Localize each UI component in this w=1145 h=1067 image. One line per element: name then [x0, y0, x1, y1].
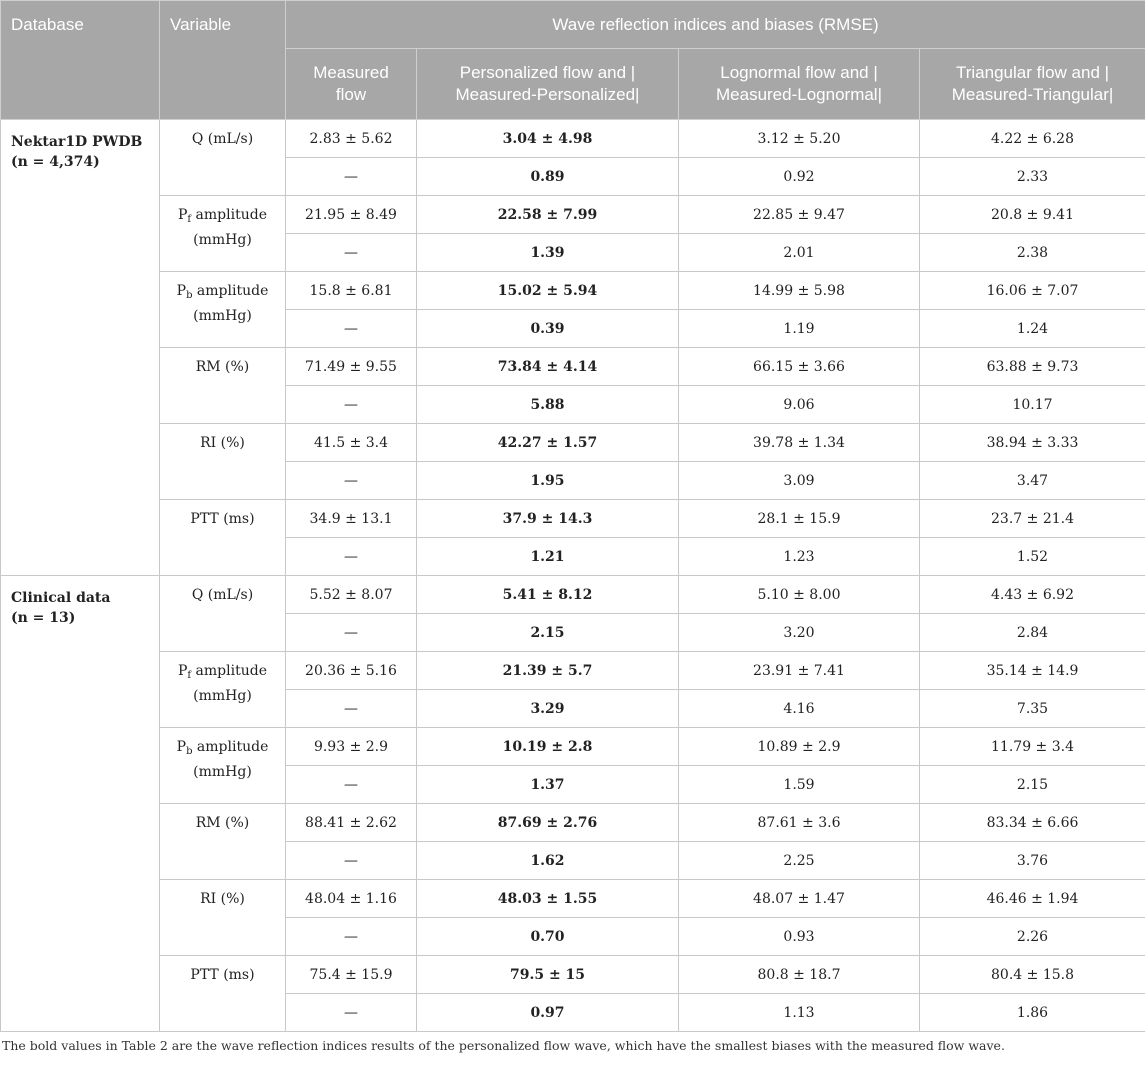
variable-cell: Q (mL/s)	[160, 576, 286, 652]
header-triangular-flow: Triangular flow and | Measured-Triangular|	[920, 49, 1145, 120]
header-group-title: Wave reflection indices and biases (RMSE)	[286, 1, 1145, 49]
variable-cell: PTT (ms)	[160, 500, 286, 576]
table-header	[1, 1, 1145, 120]
header-personalized-flow: Personalized flow and | Measured-Personalized|	[417, 49, 679, 120]
value-cell: 48.07 ± 1.47	[679, 880, 920, 918]
header-variable: Variable	[160, 1, 286, 120]
bias-cell: —	[286, 842, 417, 880]
bias-cell: —	[286, 918, 417, 956]
value-cell: 48.03 ± 1.55	[417, 880, 679, 918]
variable-cell: $P_f$ amplitude (mmHg)	[160, 652, 286, 728]
table-row	[1, 272, 1145, 310]
value-cell: 11.79 ± 3.4	[920, 728, 1145, 766]
bias-cell: 1.13	[679, 994, 920, 1032]
bias-cell: —	[286, 690, 417, 728]
table-row	[1, 652, 1145, 690]
bias-cell: 5.88	[417, 386, 679, 424]
value-cell: 80.4 ± 15.8	[920, 956, 1145, 994]
bias-cell: 0.92	[679, 158, 920, 196]
bias-cell: —	[286, 234, 417, 272]
value-cell: 4.43 ± 6.92	[920, 576, 1145, 614]
bias-cell: 4.16	[679, 690, 920, 728]
value-cell: 23.91 ± 7.41	[679, 652, 920, 690]
value-cell: 48.04 ± 1.16	[286, 880, 417, 918]
value-cell: 5.41 ± 8.12	[417, 576, 679, 614]
bias-cell: 2.01	[679, 234, 920, 272]
variable-cell: $P_f$ amplitude (mmHg)	[160, 196, 286, 272]
bias-cell: —	[286, 538, 417, 576]
bias-cell: 1.52	[920, 538, 1145, 576]
value-cell: 63.88 ± 9.73	[920, 348, 1145, 386]
value-cell: 75.4 ± 15.9	[286, 956, 417, 994]
variable-cell: RI (%)	[160, 880, 286, 956]
bias-cell: —	[286, 614, 417, 652]
value-cell: 10.19 ± 2.8	[417, 728, 679, 766]
bias-cell: 2.38	[920, 234, 1145, 272]
bias-cell: 1.37	[417, 766, 679, 804]
bias-cell: —	[286, 310, 417, 348]
variable-cell: RI (%)	[160, 424, 286, 500]
variable-cell: $P_b$ amplitude (mmHg)	[160, 728, 286, 804]
bias-cell: 0.93	[679, 918, 920, 956]
table-row	[1, 348, 1145, 386]
bias-cell: 0.70	[417, 918, 679, 956]
bias-cell: 7.35	[920, 690, 1145, 728]
value-cell: 41.5 ± 3.4	[286, 424, 417, 462]
bias-cell: 3.76	[920, 842, 1145, 880]
value-cell: 83.34 ± 6.66	[920, 804, 1145, 842]
value-cell: 22.58 ± 7.99	[417, 196, 679, 234]
table-row	[1, 196, 1145, 234]
value-cell: 37.9 ± 14.3	[417, 500, 679, 538]
header-measured-flow: Measured flow	[286, 49, 417, 120]
value-cell: 21.95 ± 8.49	[286, 196, 417, 234]
value-cell: 23.7 ± 21.4	[920, 500, 1145, 538]
table-row	[1, 880, 1145, 918]
value-cell: 87.69 ± 2.76	[417, 804, 679, 842]
value-cell: 22.85 ± 9.47	[679, 196, 920, 234]
bias-cell: —	[286, 994, 417, 1032]
bias-cell: 2.84	[920, 614, 1145, 652]
table-row	[1, 804, 1145, 842]
variable-cell: Q (mL/s)	[160, 120, 286, 196]
bias-cell: 3.47	[920, 462, 1145, 500]
value-cell: 2.83 ± 5.62	[286, 120, 417, 158]
bias-cell: —	[286, 766, 417, 804]
bias-cell: 0.97	[417, 994, 679, 1032]
bias-cell: 9.06	[679, 386, 920, 424]
table-footnote: The bold values in Table 2 are the wave reflection indices results of the personalized flow wave, which have the smallest biases with the measured flow wave.	[2, 1038, 1005, 1053]
bias-cell: —	[286, 386, 417, 424]
table-row	[1, 500, 1145, 538]
value-cell: 88.41 ± 2.62	[286, 804, 417, 842]
bias-cell: 2.25	[679, 842, 920, 880]
value-cell: 16.06 ± 7.07	[920, 272, 1145, 310]
value-cell: 15.02 ± 5.94	[417, 272, 679, 310]
bias-cell: 1.59	[679, 766, 920, 804]
bias-cell: 3.20	[679, 614, 920, 652]
bias-cell: 3.29	[417, 690, 679, 728]
value-cell: 4.22 ± 6.28	[920, 120, 1145, 158]
value-cell: 73.84 ± 4.14	[417, 348, 679, 386]
bias-cell: 0.39	[417, 310, 679, 348]
value-cell: 80.8 ± 18.7	[679, 956, 920, 994]
variable-cell: PTT (ms)	[160, 956, 286, 1032]
bias-cell: 1.86	[920, 994, 1145, 1032]
value-cell: 5.52 ± 8.07	[286, 576, 417, 614]
value-cell: 9.93 ± 2.9	[286, 728, 417, 766]
bias-cell: —	[286, 462, 417, 500]
database-cell: Nektar1D PWDB (n = 4,374)	[1, 120, 160, 576]
value-cell: 42.27 ± 1.57	[417, 424, 679, 462]
table-row	[1, 956, 1145, 994]
value-cell: 5.10 ± 8.00	[679, 576, 920, 614]
bias-cell: 10.17	[920, 386, 1145, 424]
bias-cell: 0.89	[417, 158, 679, 196]
bias-cell: 1.24	[920, 310, 1145, 348]
bias-cell: 2.15	[920, 766, 1145, 804]
bias-cell: 1.39	[417, 234, 679, 272]
bias-cell: 1.62	[417, 842, 679, 880]
value-cell: 71.49 ± 9.55	[286, 348, 417, 386]
value-cell: 46.46 ± 1.94	[920, 880, 1145, 918]
value-cell: 21.39 ± 5.7	[417, 652, 679, 690]
variable-cell: RM (%)	[160, 348, 286, 424]
bias-cell: 1.19	[679, 310, 920, 348]
value-cell: 14.99 ± 5.98	[679, 272, 920, 310]
bias-cell: 1.23	[679, 538, 920, 576]
value-cell: 39.78 ± 1.34	[679, 424, 920, 462]
table-body	[1, 120, 1145, 1032]
bias-cell: 2.15	[417, 614, 679, 652]
value-cell: 34.9 ± 13.1	[286, 500, 417, 538]
table-row	[1, 576, 1145, 614]
value-cell: 3.12 ± 5.20	[679, 120, 920, 158]
table-row	[1, 728, 1145, 766]
variable-cell: RM (%)	[160, 804, 286, 880]
bias-cell: 2.33	[920, 158, 1145, 196]
variable-cell: $P_b$ amplitude (mmHg)	[160, 272, 286, 348]
value-cell: 35.14 ± 14.9	[920, 652, 1145, 690]
table-row	[1, 120, 1145, 158]
bias-cell: 3.09	[679, 462, 920, 500]
value-cell: 20.8 ± 9.41	[920, 196, 1145, 234]
value-cell: 38.94 ± 3.33	[920, 424, 1145, 462]
database-cell: Clinical data (n = 13)	[1, 576, 160, 1032]
value-cell: 20.36 ± 5.16	[286, 652, 417, 690]
value-cell: 10.89 ± 2.9	[679, 728, 920, 766]
value-cell: 66.15 ± 3.66	[679, 348, 920, 386]
header-database: Database	[1, 1, 160, 120]
bias-cell: 1.95	[417, 462, 679, 500]
bias-cell: —	[286, 158, 417, 196]
header-lognormal-flow: Lognormal flow and | Measured-Lognormal|	[679, 49, 920, 120]
value-cell: 15.8 ± 6.81	[286, 272, 417, 310]
value-cell: 28.1 ± 15.9	[679, 500, 920, 538]
value-cell: 79.5 ± 15	[417, 956, 679, 994]
value-cell: 87.61 ± 3.6	[679, 804, 920, 842]
bias-cell: 2.26	[920, 918, 1145, 956]
table-row	[1, 424, 1145, 462]
value-cell: 3.04 ± 4.98	[417, 120, 679, 158]
bias-cell: 1.21	[417, 538, 679, 576]
